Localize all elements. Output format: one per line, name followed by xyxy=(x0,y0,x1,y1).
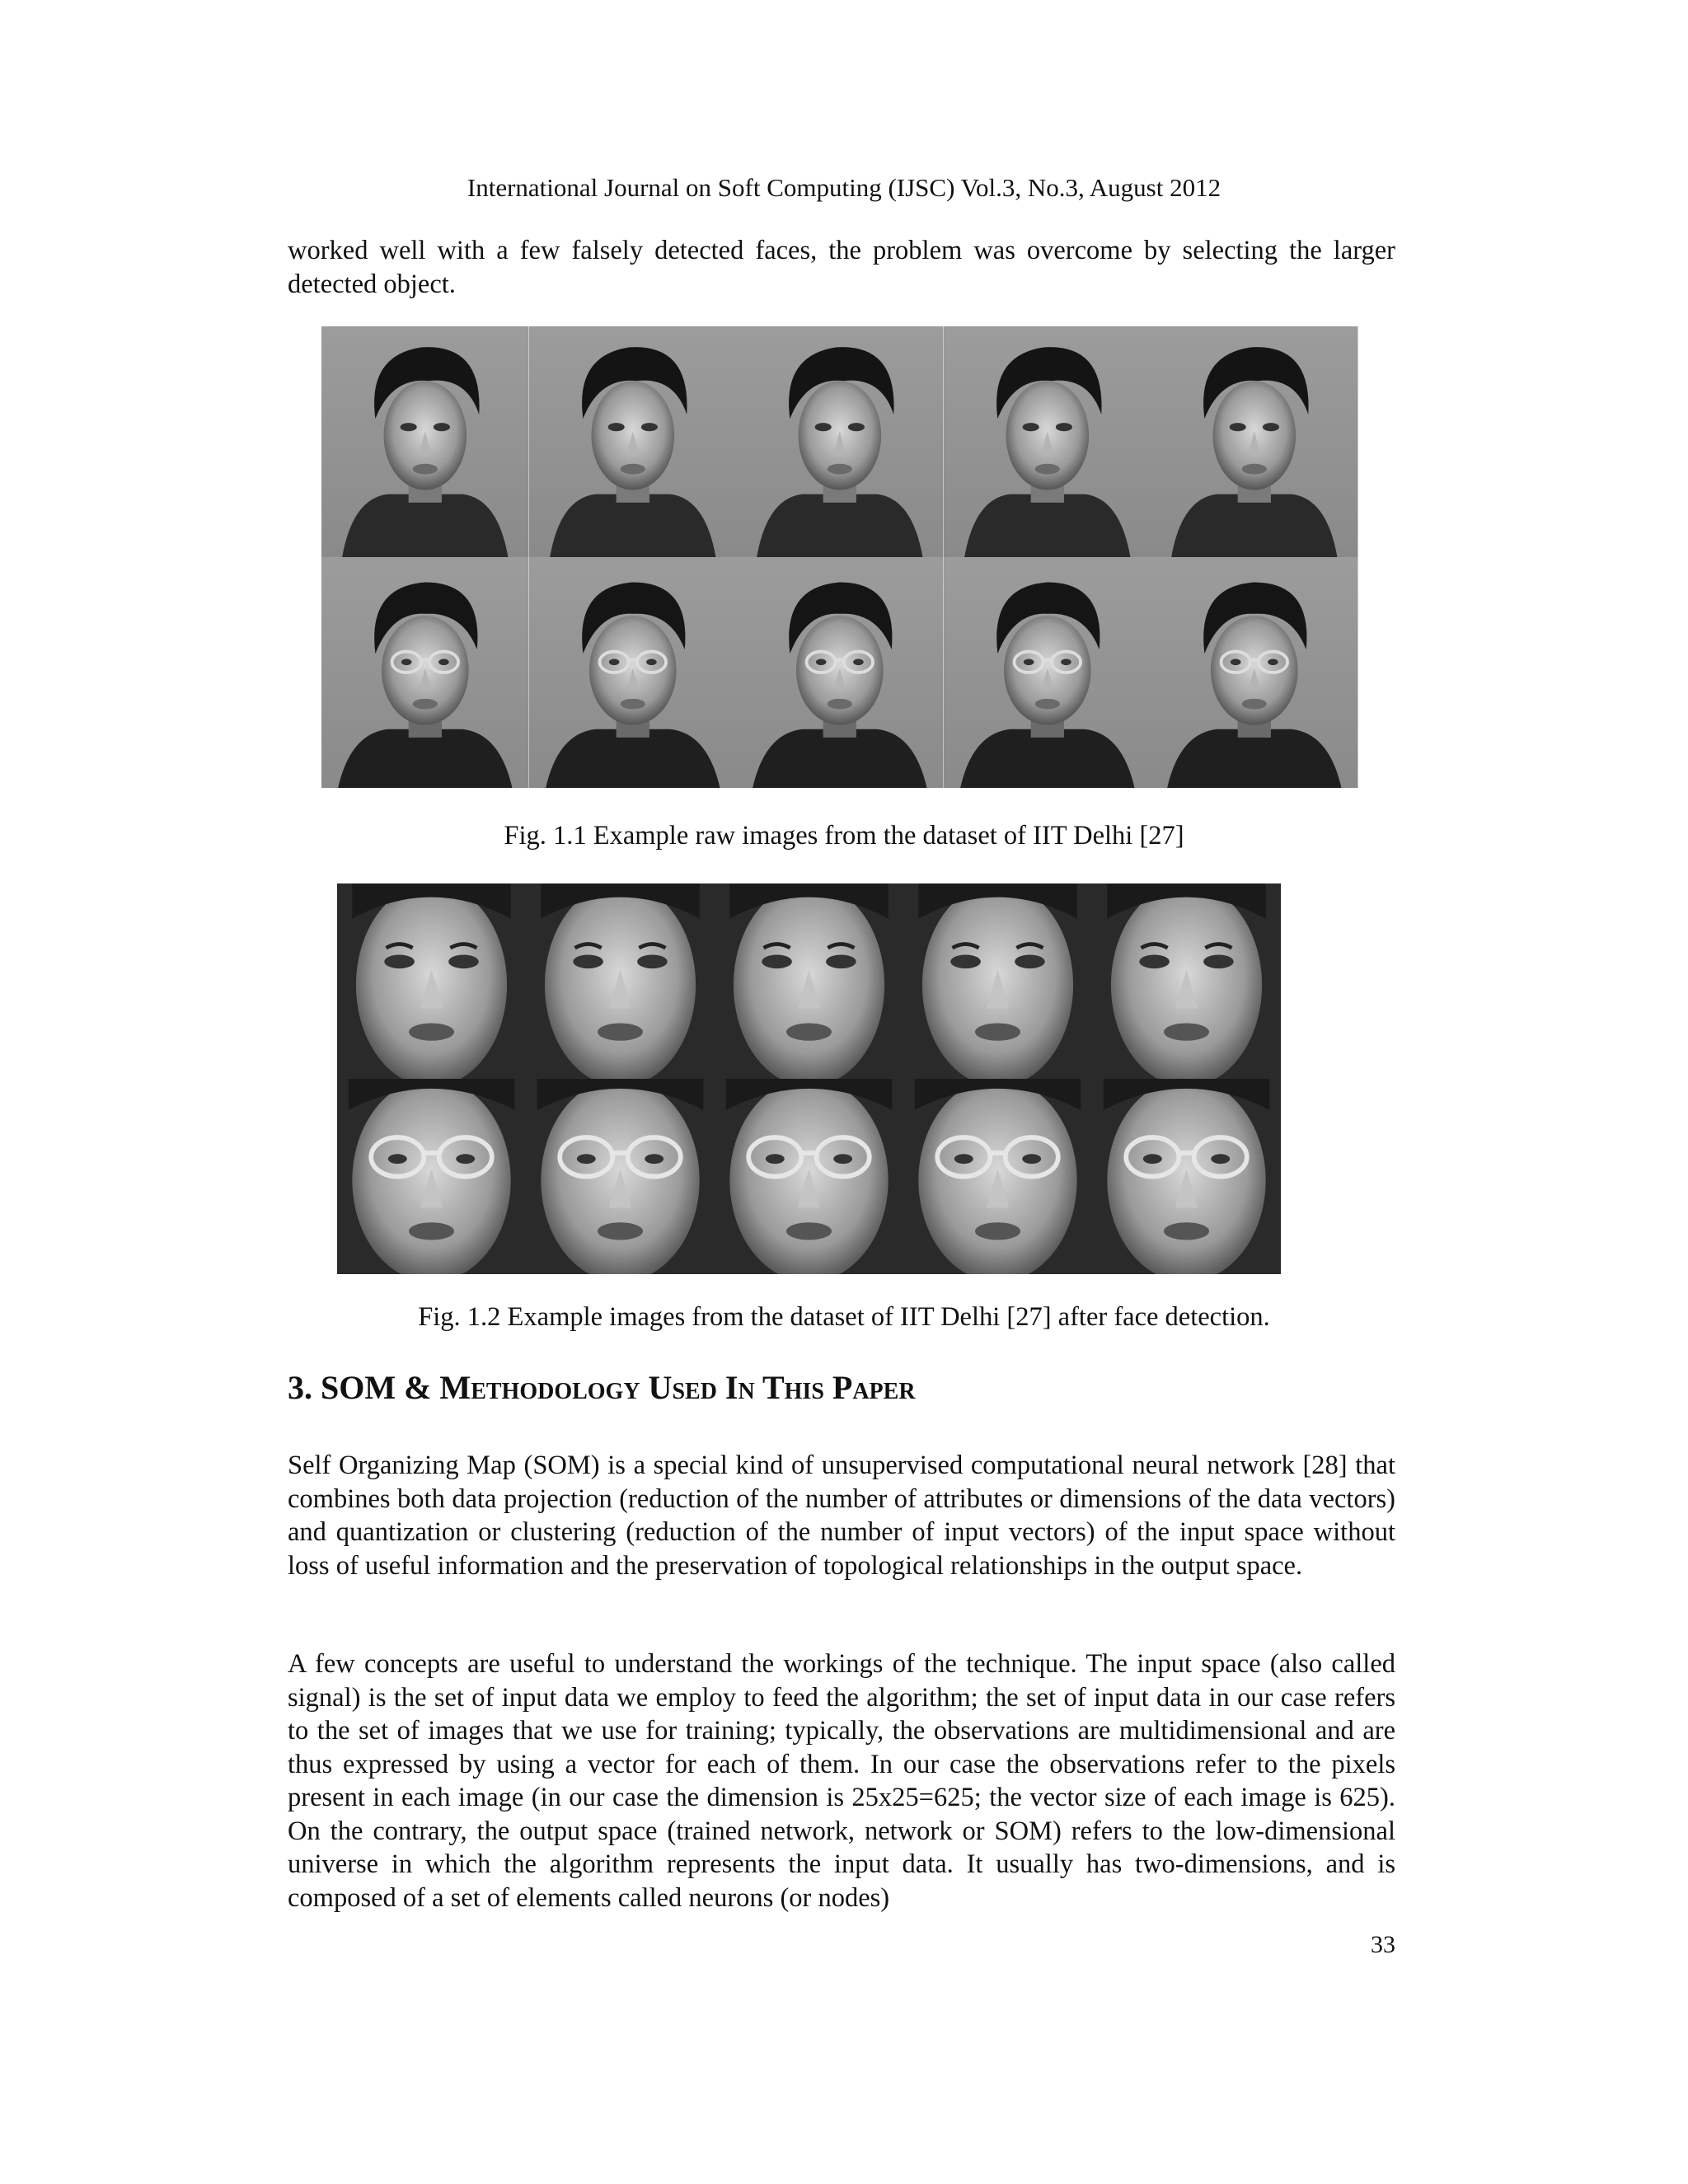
detected-face-image xyxy=(1092,883,1281,1079)
detected-face-image xyxy=(903,1079,1092,1274)
raw-face-image xyxy=(1151,326,1358,557)
body-paragraph: Self Organizing Map (SOM) is a special kind of unsupervised computational neural network [28] that combines both data projection (reduction of the number of attributes or dimensions of the data vectors) and quantization or clustering (reduction of the number of input vectors) of the input space without loss of useful information and the preservation of topological relationships in the output space. xyxy=(288,1451,1395,1581)
raw-face-image xyxy=(736,326,944,557)
detected-face-image xyxy=(715,883,903,1079)
detected-face-image xyxy=(1092,1079,1281,1274)
body-paragraph: A few concepts are useful to understand the workings of the technique. The input space (also called signal) is the set of input data we employ to feed the algorithm; the set of input data in our case refers to the set of images that we use for training; typically, the observations are multidimensional and are thus expressed by using a vector for each of them. In our case the observations refer to the pixels present in each image (in our case the dimension is 25x25=625; the vector size of each image is 625). On the contrary, the output space (trained network, network or SOM) refers to the low-dimensional universe in which the algorithm represents the input data. It usually has two-dimensions, and is composed of a set of elements called neurons (or nodes) xyxy=(288,1649,1395,1913)
raw-face-image xyxy=(736,557,944,788)
raw-face-image xyxy=(529,557,737,788)
raw-face-image xyxy=(944,326,1151,557)
detected-face-image xyxy=(337,1079,526,1274)
intro-paragraph: worked well with a few falsely detected faces, the problem was overcome by selecting the larger detected object. xyxy=(288,236,1395,299)
figure-1-1-image-grid xyxy=(321,326,1358,788)
raw-face-image xyxy=(944,557,1151,788)
figure-1-1-caption: Fig. 1.1 Example raw images from the dataset of IIT Delhi [27] xyxy=(504,821,1184,851)
figure-1-2-caption: Fig. 1.2 Example images from the dataset of IIT Delhi [27] after face detection. xyxy=(418,1302,1270,1332)
detected-face-image xyxy=(903,883,1092,1079)
running-header: International Journal on Soft Computing (IJSC) Vol.3, No.3, August 2012 xyxy=(467,173,1221,202)
raw-face-image xyxy=(321,557,529,788)
detected-face-image xyxy=(526,1079,715,1274)
figure-1-2-image-grid xyxy=(337,883,1281,1274)
section-heading: 3. SOM & Methodology Used In This Paper xyxy=(288,1369,916,1406)
raw-face-image xyxy=(1151,557,1358,788)
raw-face-image xyxy=(321,326,529,557)
detected-face-image xyxy=(715,1079,903,1274)
page-number: 33 xyxy=(1371,1931,1395,1958)
raw-face-image xyxy=(529,326,737,557)
detected-face-image xyxy=(337,883,526,1079)
detected-face-image xyxy=(526,883,715,1079)
